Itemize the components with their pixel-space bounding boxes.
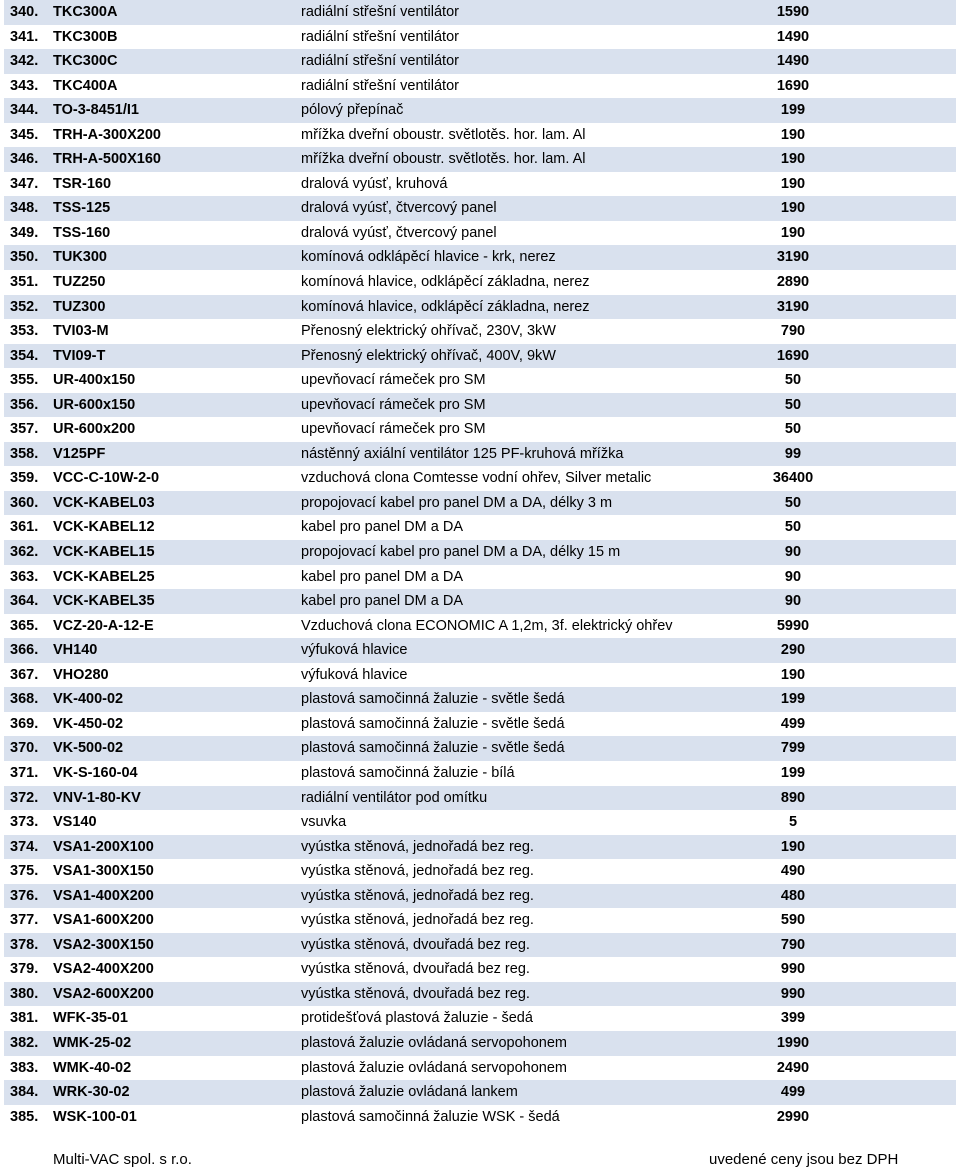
- company-name: Multi-VAC spol. s r.o.: [53, 1151, 192, 1168]
- row-number: 382.: [10, 1034, 39, 1051]
- row-number: 365.: [10, 617, 39, 634]
- product-price: 499: [780, 1084, 806, 1101]
- row-number: 361.: [10, 519, 39, 536]
- table-row: [4, 982, 956, 1007]
- product-code: TRH-A-300X200: [53, 126, 161, 143]
- product-code: TVI03-M: [53, 323, 109, 340]
- product-description: plastová samočinná žaluzie - bílá: [301, 764, 515, 781]
- product-description: radiální ventilátor pod omítku: [301, 789, 488, 806]
- product-code: VSA1-600X200: [53, 912, 154, 929]
- row-number: 341.: [10, 28, 39, 45]
- product-description: radiální střešní ventilátor: [301, 77, 459, 94]
- table-row: [4, 98, 956, 123]
- table-row: [4, 74, 956, 99]
- product-price: 2990: [776, 1108, 810, 1125]
- table-row: [4, 172, 956, 197]
- row-number: 372.: [10, 789, 39, 806]
- product-code: VCK-KABEL35: [53, 593, 155, 610]
- product-price: 190: [780, 175, 806, 192]
- product-price: 50: [784, 519, 802, 536]
- product-code: WSK-100-01: [53, 1108, 137, 1125]
- product-code: TSR-160: [53, 175, 112, 192]
- product-description: plastová samočinná žaluzie WSK - šedá: [301, 1108, 560, 1125]
- table-row: [4, 25, 956, 50]
- product-price: 199: [780, 691, 806, 708]
- product-description: Přenosný elektrický ohřívač, 400V, 9kW: [301, 347, 556, 364]
- table-row: [4, 1056, 956, 1081]
- product-price: 790: [780, 936, 806, 953]
- row-number: 355.: [10, 372, 39, 389]
- product-description: výfuková hlavice: [301, 666, 408, 683]
- table-row: [4, 442, 956, 467]
- product-price: 90: [784, 544, 802, 561]
- product-price: 50: [784, 421, 802, 438]
- row-number: 379.: [10, 961, 39, 978]
- product-code: VCC-C-10W-2-0: [53, 470, 160, 487]
- product-code: VK-500-02: [53, 740, 124, 757]
- table-row: [4, 933, 956, 958]
- table-row: [4, 810, 956, 835]
- product-price: 1490: [776, 28, 810, 45]
- table-row: [4, 245, 956, 270]
- product-code: VH140: [53, 642, 98, 659]
- product-price: 480: [780, 887, 806, 904]
- row-number: 366.: [10, 642, 39, 659]
- table-row: [4, 786, 956, 811]
- row-number: 342.: [10, 53, 39, 70]
- product-price: 90: [784, 568, 802, 585]
- table-row: [4, 196, 956, 221]
- product-description: vyústka stěnová, jednořadá bez reg.: [301, 863, 534, 880]
- table-row: [4, 859, 956, 884]
- table-row: [4, 270, 956, 295]
- row-number: 383.: [10, 1059, 39, 1076]
- product-code: VHO280: [53, 666, 109, 683]
- table-row: [4, 884, 956, 909]
- product-description: vyústka stěnová, jednořadá bez reg.: [301, 838, 534, 855]
- product-price: 3190: [776, 249, 810, 266]
- table-row: [4, 295, 956, 320]
- product-description: kabel pro panel DM a DA: [301, 568, 463, 585]
- product-price: 990: [780, 961, 806, 978]
- product-description: plastová žaluzie ovládaná servopohonem: [301, 1034, 568, 1051]
- product-description: plastová samočinná žaluzie - světle šedá: [301, 691, 565, 708]
- product-description: vsuvka: [301, 814, 347, 831]
- product-description: výfuková hlavice: [301, 642, 408, 659]
- product-code: TKC400A: [53, 77, 118, 94]
- row-number: 380.: [10, 985, 39, 1002]
- page-footer: [0, 1148, 960, 1172]
- row-number: 343.: [10, 77, 39, 94]
- row-number: 348.: [10, 200, 39, 217]
- product-code: TO-3-8451/I1: [53, 102, 139, 119]
- product-price: 890: [780, 789, 806, 806]
- product-price: 190: [780, 151, 806, 168]
- row-number: 345.: [10, 126, 39, 143]
- product-code: TKC300A: [53, 4, 118, 20]
- product-description: komínová odklápěcí hlavice - krk, nerez: [301, 249, 556, 266]
- product-code: VCK-KABEL25: [53, 568, 155, 585]
- product-code: TKC300B: [53, 28, 118, 45]
- table-row: [4, 491, 956, 516]
- table-row: [4, 466, 956, 491]
- product-code: WFK-35-01: [53, 1010, 128, 1027]
- product-code: VS140: [53, 814, 97, 831]
- table-row: [4, 147, 956, 172]
- product-description: plastová samočinná žaluzie - světle šedá: [301, 740, 565, 757]
- row-number: 373.: [10, 814, 39, 831]
- product-description: propojovací kabel pro panel DM a DA, délky 3 m: [301, 494, 613, 511]
- product-price: 1690: [776, 77, 810, 94]
- product-description: radiální střešní ventilátor: [301, 28, 459, 45]
- product-description: vyústka stěnová, dvouřadá bez reg.: [301, 985, 530, 1002]
- product-price: 590: [780, 912, 806, 929]
- table-row: [4, 835, 956, 860]
- table-row: [4, 687, 956, 712]
- row-number: 377.: [10, 912, 39, 929]
- product-code: VSA2-400X200: [53, 961, 154, 978]
- table-row: [4, 1105, 956, 1130]
- row-number: 346.: [10, 151, 39, 168]
- product-code: VSA2-600X200: [53, 985, 154, 1002]
- price-list-table: [4, 0, 956, 1129]
- product-description: dralová vyúsť, kruhová: [301, 175, 448, 192]
- table-row: [4, 393, 956, 418]
- row-number: 356.: [10, 396, 39, 413]
- row-number: 381.: [10, 1010, 39, 1027]
- table-row: [4, 344, 956, 369]
- row-number: 344.: [10, 102, 39, 119]
- product-price: 90: [784, 593, 802, 610]
- table-row: [4, 565, 956, 590]
- row-number: 351.: [10, 274, 39, 291]
- row-number: 340.: [10, 4, 39, 20]
- product-price: 50: [784, 396, 802, 413]
- product-price: 1690: [776, 347, 810, 364]
- product-code: VCK-KABEL15: [53, 544, 155, 561]
- product-price: 290: [780, 642, 806, 659]
- product-description: dralová vyúsť, čtvercový panel: [301, 200, 497, 217]
- table-row: [4, 1080, 956, 1105]
- product-price: 499: [780, 715, 806, 732]
- table-row: [4, 515, 956, 540]
- product-code: TSS-125: [53, 200, 111, 217]
- row-number: 378.: [10, 936, 39, 953]
- product-description: radiální střešní ventilátor: [301, 53, 459, 70]
- table-row: [4, 957, 956, 982]
- product-description: mřížka dveřní oboustr. světlotěs. hor. lam. Al: [301, 126, 586, 143]
- product-code: VCK-KABEL12: [53, 519, 155, 536]
- product-description: plastová žaluzie ovládaná lankem: [301, 1084, 518, 1101]
- row-number: 359.: [10, 470, 39, 487]
- product-description: dralová vyúsť, čtvercový panel: [301, 224, 497, 241]
- product-description: plastová žaluzie ovládaná servopohonem: [301, 1059, 568, 1076]
- row-number: 358.: [10, 445, 39, 462]
- product-price: 1490: [776, 53, 810, 70]
- row-number: 384.: [10, 1084, 39, 1101]
- product-description: plastová samočinná žaluzie - světle šedá: [301, 715, 565, 732]
- table-row: [4, 417, 956, 442]
- product-price: 2890: [776, 274, 810, 291]
- product-code: VNV-1-80-KV: [53, 789, 141, 806]
- row-number: 349.: [10, 224, 39, 241]
- product-description: kabel pro panel DM a DA: [301, 593, 463, 610]
- table-row: [4, 368, 956, 393]
- product-code: V125PF: [53, 445, 106, 462]
- row-number: 360.: [10, 494, 39, 511]
- product-code: TVI09-T: [53, 347, 106, 364]
- product-price: 5: [788, 814, 798, 831]
- product-price: 190: [780, 224, 806, 241]
- product-price: 190: [780, 838, 806, 855]
- row-number: 371.: [10, 764, 39, 781]
- table-row: [4, 589, 956, 614]
- row-number: 350.: [10, 249, 39, 266]
- row-number: 374.: [10, 838, 39, 855]
- product-price: 5990: [776, 617, 810, 634]
- product-code: WMK-25-02: [53, 1034, 132, 1051]
- product-code: TUK300: [53, 249, 107, 266]
- product-code: UR-400x150: [53, 372, 136, 389]
- product-code: VK-400-02: [53, 691, 124, 708]
- row-number: 369.: [10, 715, 39, 732]
- product-description: vyústka stěnová, dvouřadá bez reg.: [301, 936, 530, 953]
- table-row: [4, 49, 956, 74]
- product-price: 190: [780, 666, 806, 683]
- product-code: VCZ-20-A-12-E: [53, 617, 154, 634]
- product-price: 199: [780, 102, 806, 119]
- product-code: VSA1-400X200: [53, 887, 154, 904]
- product-description: propojovací kabel pro panel DM a DA, délky 15 m: [301, 544, 621, 561]
- row-number: 370.: [10, 740, 39, 757]
- table-row: [4, 221, 956, 246]
- row-number: 364.: [10, 593, 39, 610]
- row-number: 367.: [10, 666, 39, 683]
- product-code: VSA2-300X150: [53, 936, 154, 953]
- product-description: upevňovací rámeček pro SM: [301, 396, 486, 413]
- row-number: 352.: [10, 298, 39, 315]
- product-price: 490: [780, 863, 806, 880]
- product-description: mřížka dveřní oboustr. světlotěs. hor. lam. Al: [301, 151, 586, 168]
- row-number: 375.: [10, 863, 39, 880]
- product-code: VK-S-160-04: [53, 764, 138, 781]
- product-code: TRH-A-500X160: [53, 151, 161, 168]
- product-description: vyústka stěnová, jednořadá bez reg.: [301, 887, 534, 904]
- product-code: VCK-KABEL03: [53, 494, 155, 511]
- product-price: 50: [784, 494, 802, 511]
- product-price: 2490: [776, 1059, 810, 1076]
- table-row: [4, 1031, 956, 1056]
- table-row: [4, 638, 956, 663]
- table-row: [4, 736, 956, 761]
- table-row: [4, 663, 956, 688]
- table-row: [4, 761, 956, 786]
- product-code: UR-600x150: [53, 396, 136, 413]
- product-code: TUZ250: [53, 274, 106, 291]
- product-price: 199: [780, 764, 806, 781]
- product-code: VSA1-200X100: [53, 838, 154, 855]
- product-price: 399: [780, 1010, 806, 1027]
- product-description: Přenosný elektrický ohřívač, 230V, 3kW: [301, 323, 556, 340]
- product-code: VK-450-02: [53, 715, 124, 732]
- product-description: radiální střešní ventilátor: [301, 4, 459, 20]
- product-description: upevňovací rámeček pro SM: [301, 421, 486, 438]
- row-number: 376.: [10, 887, 39, 904]
- product-code: VSA1-300X150: [53, 863, 154, 880]
- product-description: nástěnný axiální ventilátor 125 PF-kruhová mřížka: [301, 445, 624, 462]
- table-row: [4, 123, 956, 148]
- product-price: 799: [780, 740, 806, 757]
- product-price: 3190: [776, 298, 810, 315]
- product-description: vzduchová clona Comtesse vodní ohřev, Silver metalic: [301, 470, 652, 487]
- row-number: 363.: [10, 568, 39, 585]
- table-row: [4, 908, 956, 933]
- product-code: UR-600x200: [53, 421, 136, 438]
- product-price: 190: [780, 200, 806, 217]
- product-description: Vzduchová clona ECONOMIC A 1,2m, 3f. elektrický ohřev: [301, 617, 673, 634]
- table-row: [4, 614, 956, 639]
- product-description: pólový přepínač: [301, 102, 404, 119]
- product-description: komínová hlavice, odklápěcí základna, nerez: [301, 298, 590, 315]
- product-price: 1990: [776, 1034, 810, 1051]
- product-description: vyústka stěnová, dvouřadá bez reg.: [301, 961, 530, 978]
- product-code: TKC300C: [53, 53, 118, 70]
- row-number: 353.: [10, 323, 39, 340]
- product-price: 790: [780, 323, 806, 340]
- row-number: 357.: [10, 421, 39, 438]
- product-description: vyústka stěnová, jednořadá bez reg.: [301, 912, 534, 929]
- vat-note: uvedené ceny jsou bez DPH: [709, 1151, 899, 1168]
- product-price: 1590: [776, 4, 810, 20]
- product-description: protidešťová plastová žaluzie - šedá: [301, 1010, 533, 1027]
- row-number: 385.: [10, 1108, 39, 1125]
- product-description: kabel pro panel DM a DA: [301, 519, 463, 536]
- row-number: 354.: [10, 347, 39, 364]
- product-code: WMK-40-02: [53, 1059, 132, 1076]
- product-price: 990: [780, 985, 806, 1002]
- product-code: WRK-30-02: [53, 1084, 130, 1101]
- table-row: [4, 319, 956, 344]
- product-price: 99: [784, 445, 802, 462]
- table-row: [4, 1006, 956, 1031]
- product-description: upevňovací rámeček pro SM: [301, 372, 486, 389]
- row-number: 362.: [10, 544, 39, 561]
- table-row: [4, 0, 956, 25]
- product-price: 36400: [772, 470, 814, 487]
- product-price: 50: [784, 372, 802, 389]
- row-number: 347.: [10, 175, 39, 192]
- table-row: [4, 540, 956, 565]
- product-price: 190: [780, 126, 806, 143]
- product-code: TUZ300: [53, 298, 106, 315]
- row-number: 368.: [10, 691, 39, 708]
- product-code: TSS-160: [53, 224, 111, 241]
- table-row: [4, 712, 956, 737]
- product-description: komínová hlavice, odklápěcí základna, nerez: [301, 274, 590, 291]
